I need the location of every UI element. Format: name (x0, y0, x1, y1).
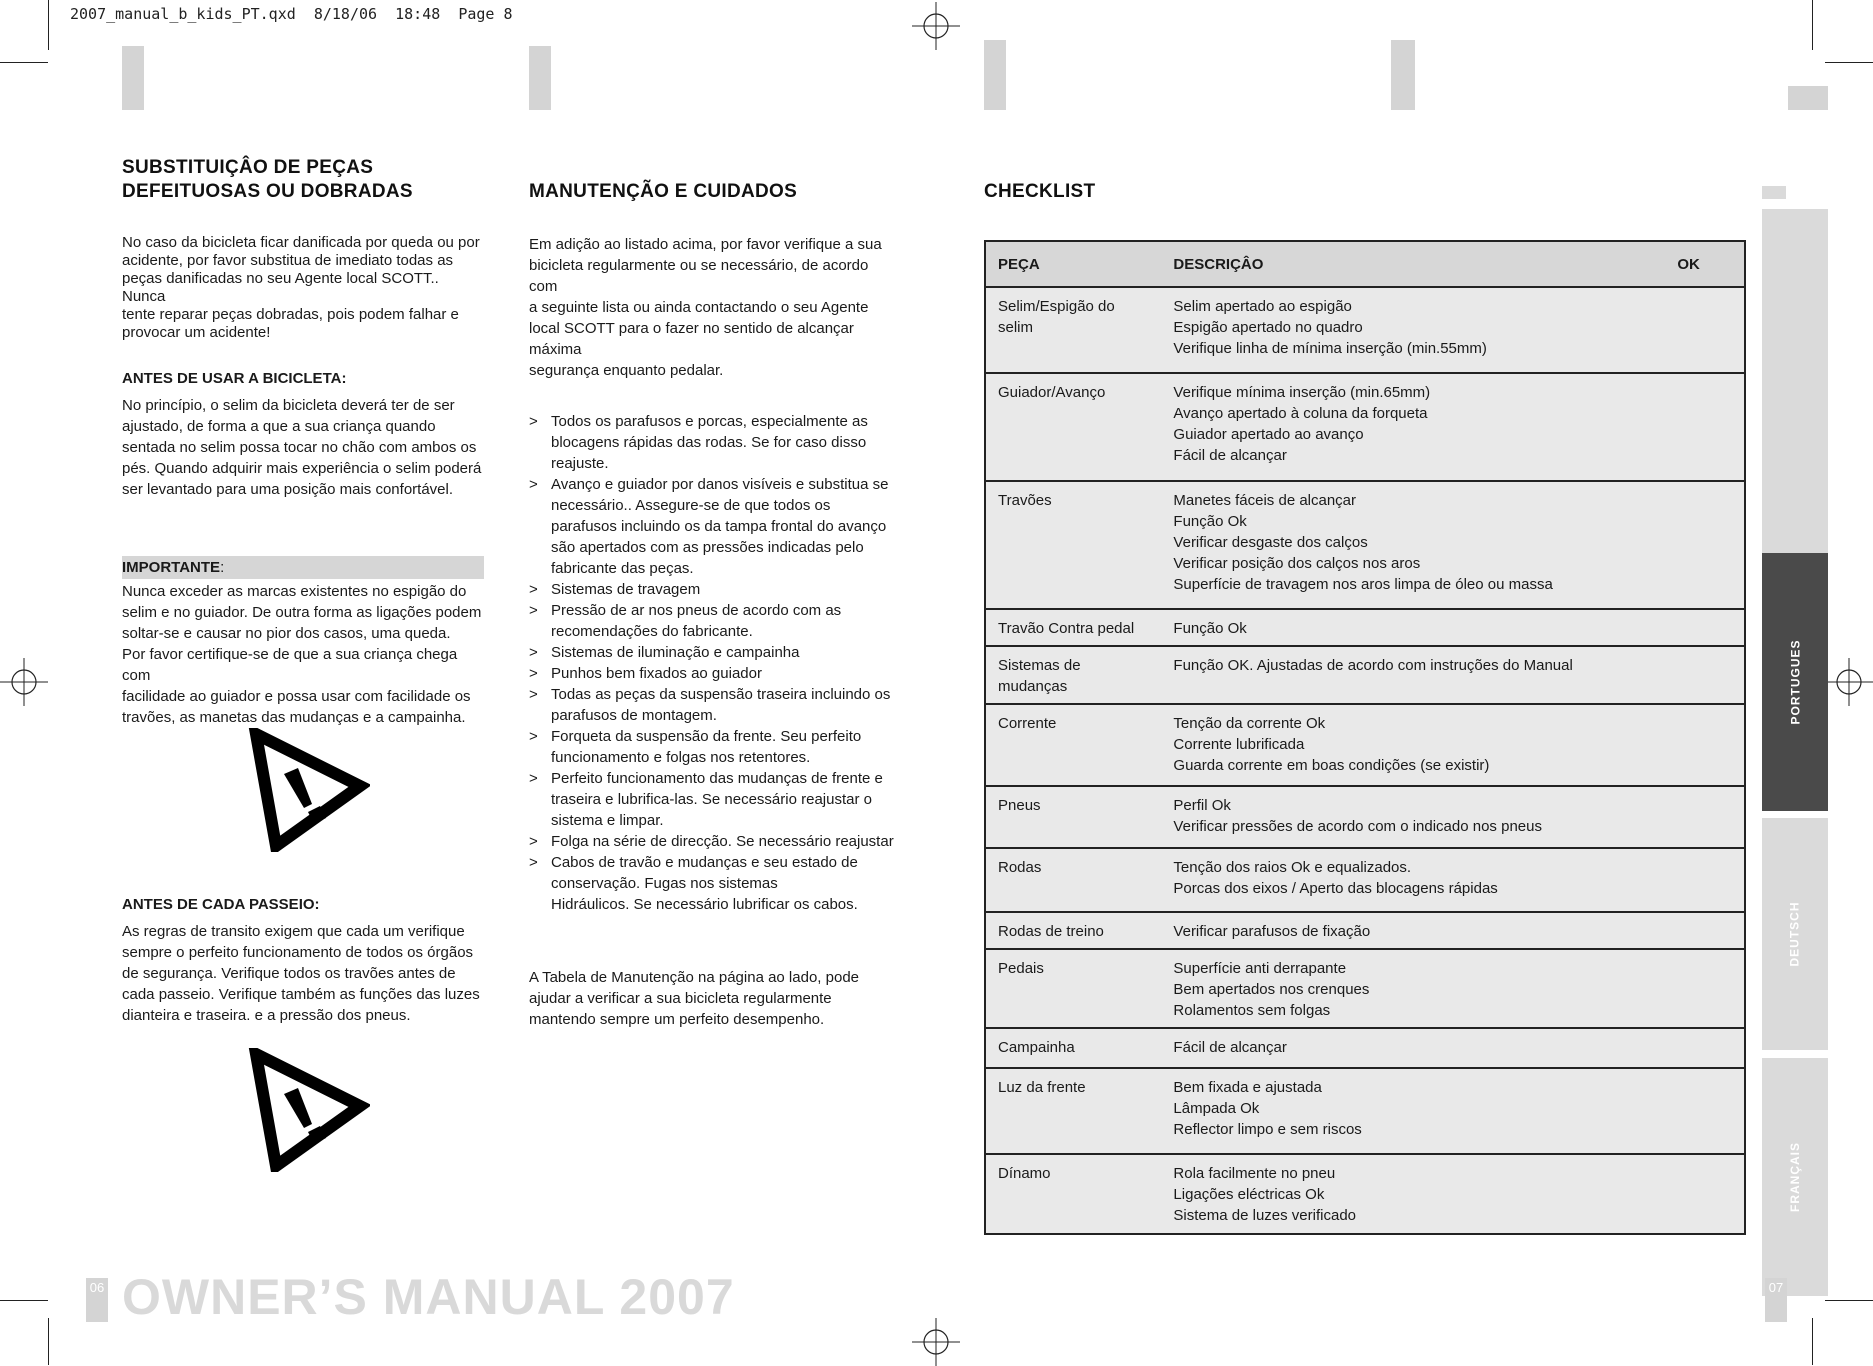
table-header-row (985, 241, 1745, 287)
column-header-ok: OK (1665, 241, 1745, 287)
table-row (985, 481, 1745, 609)
ok-cell[interactable] (1665, 287, 1745, 373)
warning-triangle-icon (246, 1048, 370, 1172)
checklist-title: CHECKLIST (984, 181, 1096, 202)
desc-cell: Rola facilmente no pneu Ligações eléctricas Ok Sistema de luzes verificado (1161, 1154, 1665, 1234)
ok-cell[interactable] (1665, 1154, 1745, 1234)
table-row (985, 609, 1745, 646)
crop-mark (1812, 0, 1813, 50)
section-title: MANUTENÇÃO E CUIDADOS (529, 181, 798, 202)
desc-cell: Função OK. Ajustadas de acordo com instruções do Manual (1161, 646, 1665, 704)
language-tab-top (1762, 186, 1786, 199)
column-marker (984, 40, 1006, 110)
ok-cell[interactable] (1665, 609, 1745, 646)
ok-cell[interactable] (1665, 786, 1745, 848)
ok-cell[interactable] (1665, 373, 1745, 481)
tab-deutsch-label: DEUTSCH (1787, 901, 1802, 967)
antes-usar-paragraph: No princípio, o selim da bicicleta deverá ter de ser ajustado, de forma a que a sua criança quando sentada no selim possa tocar no chão com ambos os pés. Quando adquirir mais experiência o selim poderá ser levantado para uma posição mais confortável. (122, 397, 482, 498)
importante-paragraph: Nunca exceder as marcas existentes no espigão do selim e no guiador. De outra forma as ligações podem soltar-se e causar no pior dos casos, uma queda. Por favor certifique-se de que a sua criança chega com facilidade ao guiador e possa usar com facilidade os travões, as manetas das mudanças e a campainha. (122, 583, 482, 726)
part-cell: Selim/Espigão do selim (985, 287, 1161, 373)
crop-mark (1812, 1318, 1813, 1365)
table-row (985, 1154, 1745, 1234)
list-item: > Todos os parafusos e porcas, especialmente as blocagens rápidas das rodas. Se for caso disso reajuste. (529, 413, 868, 472)
column-marker (529, 46, 551, 110)
crop-mark (1825, 62, 1873, 63)
ok-cell[interactable] (1665, 1028, 1745, 1068)
tab-francais-label: FRANÇAIS (1788, 1142, 1802, 1212)
table-row (985, 287, 1745, 373)
desc-cell: Tenção dos raios Ok e equalizados. Porcas dos eixos / Aperto das blocagens rápidas (1161, 848, 1665, 912)
tab-portugues-label: PORTUGUES (1788, 639, 1803, 725)
desc-cell: Função Ok (1161, 609, 1665, 646)
ok-cell[interactable] (1665, 704, 1745, 786)
page-number-right: 07 (1765, 1278, 1787, 1322)
table-row (985, 786, 1745, 848)
column-antes-passeio (122, 894, 484, 1026)
crop-mark (1825, 1300, 1873, 1301)
antes-passeio-paragraph: As regras de transito exigem que cada um verifique sempre o perfeito funcionamento de todos os órgãos de segurança. Verifique todos os travões antes de cada passeio. Verifique também as funções das luzes dianteira e traseira. e a pressão dos pneus. (122, 923, 480, 1024)
registration-mark-icon (1825, 658, 1873, 706)
ok-cell[interactable] (1665, 848, 1745, 912)
table-row (985, 1028, 1745, 1068)
intro-paragraph: No caso da bicicleta ficar danificada por queda ou por acidente, por favor substitua de imediato todas as peças danificadas no seu Agente local SCOTT.. Nunca tente reparar peças dobradas, pois podem falhar e provocar um acidente! (122, 234, 480, 341)
ok-cell[interactable] (1665, 949, 1745, 1028)
part-cell: Rodas de treino (985, 912, 1161, 949)
column-marker (1391, 40, 1415, 110)
column-substituicao (122, 156, 484, 728)
crop-mark (48, 0, 49, 50)
crop-mark (0, 1300, 48, 1301)
desc-cell: Bem fixada e ajustada Lâmpada Ok Reflector limpo e sem riscos (1161, 1068, 1665, 1154)
ok-cell[interactable] (1665, 481, 1745, 609)
list-item: > Punhos bem fixados ao guiador (529, 665, 762, 682)
checklist-table (984, 240, 1746, 1235)
table-row (985, 373, 1745, 481)
desc-cell: Manetes fáceis de alcançar Função Ok Verificar desgaste dos calços Verificar posição dos calços nos aros Superfície de travagem nos aros limpa de óleo ou massa (1161, 481, 1665, 609)
ok-cell[interactable] (1665, 646, 1745, 704)
part-cell: Luz da frente (985, 1068, 1161, 1154)
list-item: > Sistemas de iluminação e campainha (529, 644, 800, 661)
subheading-antes-passeio: ANTES DE CADA PASSEIO: (122, 896, 320, 913)
part-cell: Sistemas de mudanças (985, 646, 1161, 704)
desc-cell: Perfil Ok Verificar pressões de acordo com o indicado nos pneus (1161, 786, 1665, 848)
ok-cell[interactable] (1665, 912, 1745, 949)
registration-mark-icon (0, 658, 48, 706)
part-cell: Corrente (985, 704, 1161, 786)
subheading-antes-usar: ANTES DE USAR A BICICLETA: (122, 370, 347, 387)
desc-cell: Verificar parafusos de fixação (1161, 912, 1665, 949)
part-cell: Travão Contra pedal (985, 609, 1161, 646)
list-item: > Forqueta da suspensão da frente. Seu perfeito funcionamento e folgas nos retentores. (529, 728, 862, 766)
column-header-desc: DESCRIÇÂO (1161, 241, 1665, 287)
list-item: > Perfeito funcionamento das mudanças de frente e traseira e lubrifica-las. Se necessário reajustar o sistema e limpar. (529, 770, 883, 829)
part-cell: Pneus (985, 786, 1161, 848)
table-row (985, 646, 1745, 704)
crop-mark (0, 62, 48, 63)
part-cell: Rodas (985, 848, 1161, 912)
registration-mark-icon (912, 1318, 960, 1366)
desc-cell: Fácil de alcançar (1161, 1028, 1665, 1068)
part-cell: Guiador/Avanço (985, 373, 1161, 481)
table-row (985, 704, 1745, 786)
intro-paragraph: Em adição ao listado acima, por favor verifique a sua bicicleta regularmente ou se necessário, de acordo com a seguinte lista ou ainda contactando o seu Agente local SCOTT para o fazer no sentido de alcançar máxima segurança enquanto pedalar. (529, 236, 882, 379)
part-cell: Travões (985, 481, 1161, 609)
list-item: > Pressão de ar nos pneus de acordo com as recomendações do fabricante. (529, 602, 842, 640)
desc-cell: Tenção da corrente Ok Corrente lubrificada Guarda corrente em boas condições (se existir) (1161, 704, 1665, 786)
list-item: > Sistemas de travagem (529, 581, 701, 598)
desc-cell: Verifique mínima inserção (min.65mm) Avanço apertado à coluna da forqueta Guiador apertado ao avanço Fácil de alcançar (1161, 373, 1665, 481)
crop-mark (48, 1318, 49, 1365)
table-row (985, 848, 1745, 912)
language-tab-blank (1762, 209, 1828, 569)
part-cell: Pedais (985, 949, 1161, 1028)
list-item: > Avanço e guiador por danos visíveis e substitua se necessário.. Assegure-se de que todos os parafusos incluindo os da tampa frontal do avanço são apertados com as pressões indicadas pelo fabricante das peças. (529, 476, 889, 577)
table-row (985, 949, 1745, 1028)
column-header-part: PEÇA (985, 241, 1161, 287)
importante-heading: IMPORTANTE: (122, 556, 484, 579)
registration-mark-icon (912, 2, 960, 50)
corner-marker (1788, 86, 1828, 110)
section-title: SUBSTITUIÇÂO DE PEÇAS DEFEITUOSAS OU DOBRADAS (122, 157, 413, 202)
list-item: > Todas as peças da suspensão traseira incluindo os parafusos de montagem. (529, 686, 891, 724)
ok-cell[interactable] (1665, 1068, 1745, 1154)
page-number-left: 06 (86, 1278, 108, 1322)
part-cell: Campainha (985, 1028, 1161, 1068)
warning-triangle-icon (246, 728, 370, 852)
column-manutencao (529, 180, 899, 1030)
part-cell: Dínamo (985, 1154, 1161, 1234)
column-marker (122, 46, 144, 110)
maintenance-list (529, 411, 899, 915)
footer-title: OWNER’S MANUAL 2007 (122, 1269, 735, 1325)
list-item: > Folga na série de direcção. Se necessário reajustar (529, 833, 894, 850)
table-row (985, 1068, 1745, 1154)
list-item: > Cabos de travão e mudanças e seu estado de conservação. Fugas nos sistemas Hidráulicos. Se necessário lubrificar os cabos. (529, 854, 858, 913)
desc-cell: Selim apertado ao espigão Espigão apertado no quadro Verifique linha de mínima inserção (min.55mm) (1161, 287, 1665, 373)
table-row (985, 912, 1745, 949)
outro-paragraph: A Tabela de Manutenção na página ao lado, pode ajudar a verificar a sua bicicleta regularmente mantendo sempre um perfeito desempenho. (529, 969, 859, 1028)
desc-cell: Superfície anti derrapante Bem apertados nos crenques Rolamentos sem folgas (1161, 949, 1665, 1028)
file-slug: 2007_manual_b_kids_PT.qxd 8/18/06 18:48 Page 8 (70, 5, 513, 23)
